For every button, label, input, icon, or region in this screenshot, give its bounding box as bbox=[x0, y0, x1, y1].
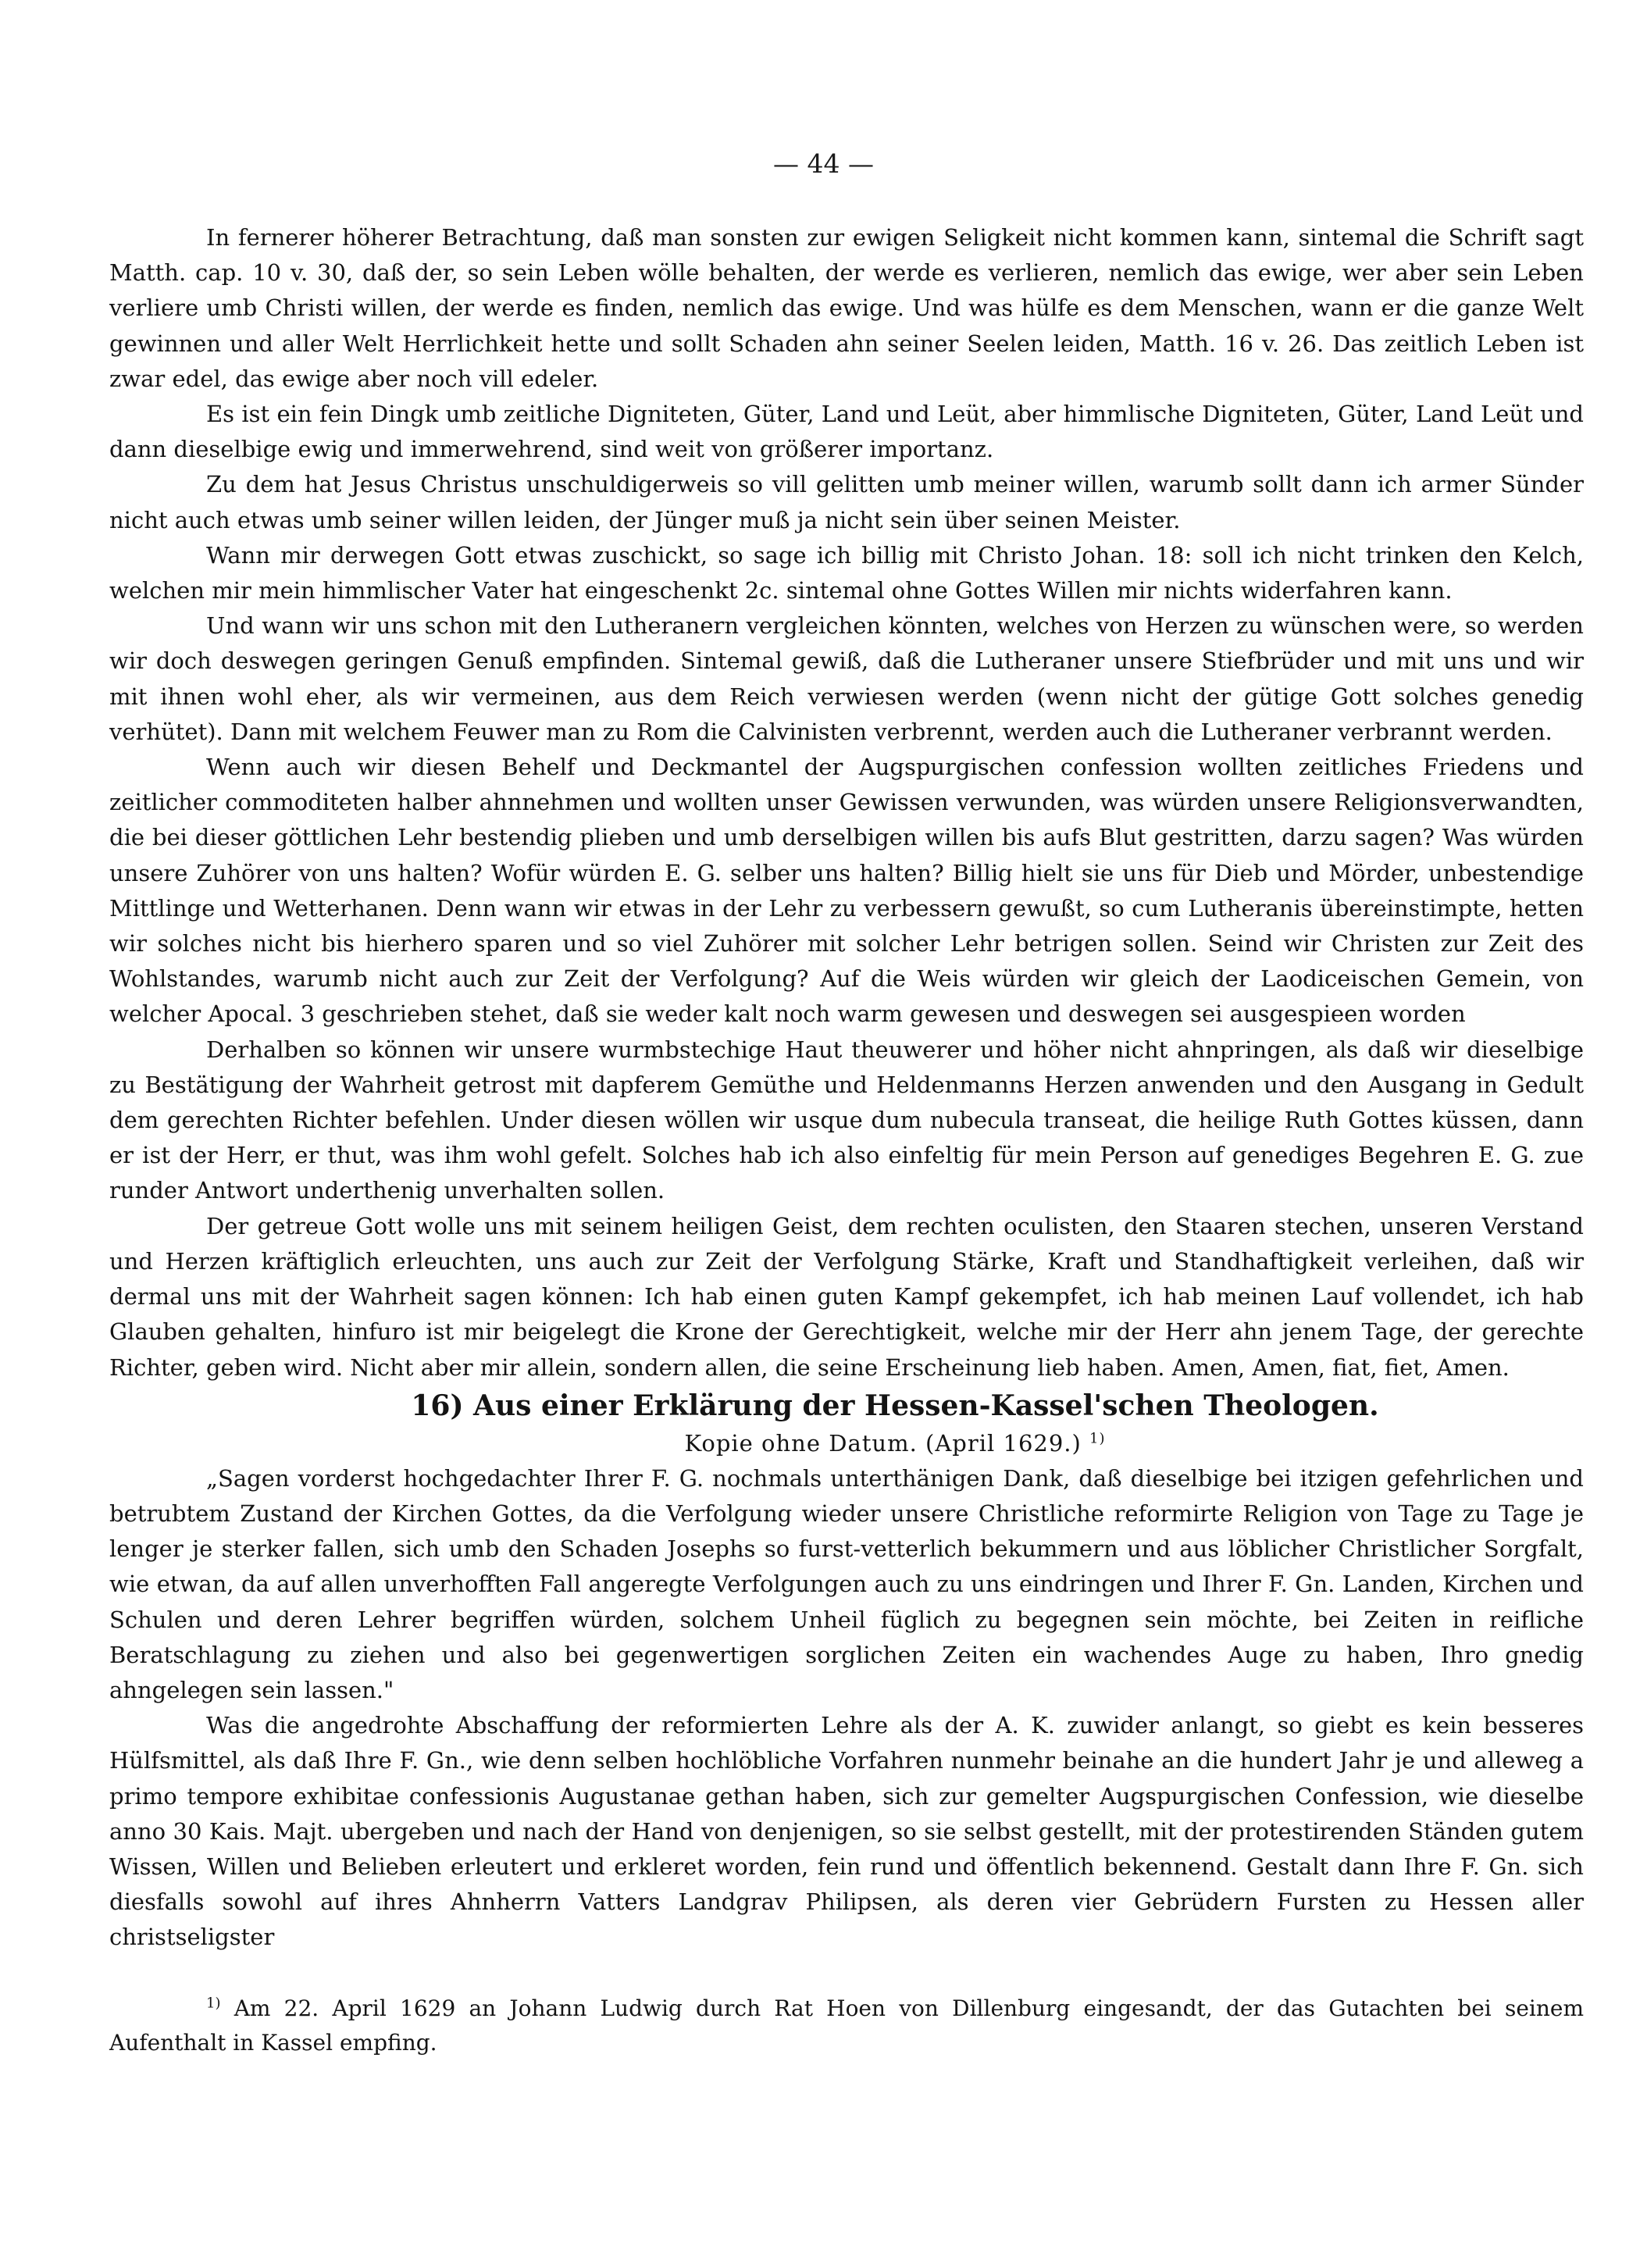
main-text bbox=[109, 220, 1584, 1956]
subheading-text: Kopie ohne Datum. (April 1629.) bbox=[684, 1429, 1082, 1457]
paragraph: Wann mir derwegen Gott etwas zuschickt, so sage ich billig mit Christo Johan. 18: soll ich nicht trinken den Kelch, welchen mir mein himmlischer Vater hat eingeschenkt 2c. sintemal ohne Gottes Willen mir nichts widerfahren kann. bbox=[109, 541, 1584, 604]
paragraph: Zu dem hat Jesus Christus unschuldigerweis so vill gelitten umb meiner willen, warumb sollt dann ich armer Sünder nicht auch etwas umb seiner willen leiden, der Jünger muß ja nicht sein über seinen Meister. bbox=[109, 471, 1584, 533]
section-heading: 16) Aus einer Erklärung der Hessen-Kassel'schen Theologen. bbox=[411, 1389, 1379, 1422]
page-number: — 44 — bbox=[773, 148, 874, 179]
footnote-reference: 1) bbox=[1089, 1430, 1106, 1447]
paragraph: Und wann wir uns schon mit den Lutheranern vergleichen könnten, welches von Herzen zu wünschen were, so werden wir doch deswegen geringen Genuß empfinden. Sintemal gewiß, daß die Lutheraner unsere Stiefbrüder und mit uns und wir mit ihnen wohl eher, als wir vermeinen, aus dem Reich verwiesen werden (wenn nicht der gütige Gott solches genedig verhütet). Dann mit welchem Feuwer man zu Rom die Calvinisten verbrennt, werden auch die Lutheraner verbrannt werden. bbox=[109, 612, 1584, 745]
paragraph: Wenn auch wir diesen Behelf und Deckmantel der Augspurgischen confession wollten zeitliches Friedens und zeitlicher commoditeten halber ahnnehmen und wollten unser Gewissen verwunden, was würden unsere Religionsverwandten, die bei dieser göttlichen Lehr bestendig plieben und umb derselbigen willen bis aufs Blut gestritten, darzu sagen? Was würden unsere Zuhörer von uns halten? Wofür würden E. G. selber uns halten? Billig hielt sie uns für Dieb und Mörder, unbestendige Mittlinge und Wetterhanen. Denn wann wir etwas in der Lehr zu verbessern gewußt, so cum Lutheranis übereinstimpte, hetten wir solches nicht bis hierhero sparen und so viel Zuhörer mit solcher Lehr betrigen sollen. Seind wir Christen zur Zeit des Wohlstandes, warumb nicht auch zur Zeit der Verfolgung? Auf die Weis würden wir gleich der Laodiceischen Gemein, von welcher Apocal. 3 geschrieben stehet, daß sie weder kalt noch warm gewesen und deswegen sei ausgespieen worden bbox=[109, 754, 1584, 1028]
paragraph: Derhalben so können wir unsere wurmbstechige Haut theuwerer und höher nicht ahnpringen, als daß wir dieselbige zu Bestätigung der Wahrheit getrost mit dapferem Gemüthe und Heldenmanns Herzen anwenden und den Ausgang in Gedult dem gerechten Richter befehlen. Under diesen wöllen wir usque dum nubecula transeat, die heilige Ruth Gottes küssen, dann er ist der Herr, er thut, was ihm wohl gefelt. Solches hab ich also einfeltig für mein Person auf genediges Begehren E. G. zue runder Antwort underthenig unverhalten sollen. bbox=[109, 1036, 1584, 1204]
paragraph: Es ist ein fein Dingk umb zeitliche Digniteten, Güter, Land und Leüt, aber himmlische Digniteten, Güter, Land Leüt und dann dieselbige ewig und immerwehrend, sind weit von größerer importanz. bbox=[109, 401, 1584, 463]
footnote-mark: 1) bbox=[206, 1995, 221, 2012]
paragraph: Was die angedrohte Abschaffung der reformierten Lehre als der A. K. zuwider anlangt, so giebt es kein besseres Hülfsmittel, als daß Ihre F. Gn., wie denn selben hochlöbliche Vorfahren nunmehr beinahe an die hundert Jahr je und alleweg a primo tempore exhibitae confessionis Augustanae gethan haben, sich zur gemelter Augspurgischen Confession, wie dieselbe anno 30 Kais. Majt. ubergeben und nach der Hand von denjenigen, so sie selbst gestellt, mit der protestirenden Ständen gutem Wissen, Willen und Belieben erleutert und erkleret worden, fein rund und öffentlich bekennend. Gestalt dann Ihre F. Gn. sich diesfalls sowohl auf ihres Ahnherrn Vatters Landgrav Philipsen, als deren vier Gebrüdern Fursten zu Hessen aller christseligster bbox=[109, 1712, 1584, 1951]
paragraph: Der getreue Gott wolle uns mit seinem heiligen Geist, dem rechten oculisten, den Staaren stechen, unseren Verstand und Herzen kräftiglich erleuchten, uns auch zur Zeit der Verfolgung Stärke, Kraft und Standhaftigkeit verleihen, daß wir dermal uns mit der Wahrheit sagen können: Ich hab einen guten Kampf gekempfet, ich hab meinen Lauf vollendet, ich hab Glauben gehalten, hinfuro ist mir beigelegt die Krone der Gerechtigkeit, welche mir der Herr ahn jenem Tage, der gerechte Richter, geben wird. Nicht aber mir allein, sondern allen, die seine Erscheinung lieb haben. Amen, Amen, fiat, fiet, Amen. bbox=[109, 1212, 1584, 1381]
section-subheading bbox=[109, 1426, 1584, 1461]
paragraph: In fernerer höherer Betrachtung, daß man sonsten zur ewigen Seligkeit nicht kommen kann, sintemal die Schrift sagt Matth. cap. 10 v. 30, daß der, so sein Leben wölle behalten, der werde es verlieren, nemlich das ewige, wer aber sein Leben verliere umb Christi willen, der werde es finden, nemlich das ewige. Und was hülfe es dem Menschen, wann er die ganze Welt gewinnen und aller Welt Herrlichkeit hette und sollt Schaden ahn seiner Seelen leiden, Matth. 16 v. 26. Das zeitlich Leben ist zwar edel, das ewige aber noch vill edeler. bbox=[109, 224, 1584, 392]
footnotes bbox=[109, 1992, 1584, 2060]
paragraph: „Sagen vorderst hochgedachter Ihrer F. G. nochmals unterthänigen Dank, daß dieselbige bei itzigen gefehrlichen und betrubtem Zustand der Kirchen Gottes, da die Verfolgung wieder unsere Christliche reformirte Religion von Tage zu Tage je lenger je sterker fallen, sich umb den Schaden Josephs so furst-vetterlich bekummern und aus löblicher Christlicher Sorgfalt, wie etwan, da auf allen unverhofften Fall angeregte Verfolgungen auch zu uns eindringen und Ihrer F. Gn. Landen, Kirchen und Schulen und deren Lehrer begriffen würden, solchem Unheil füglich zu begegnen sein möchte, bei Zeiten in reifliche Beratschlagung zu ziehen und also bei gegenwertigen sorglichen Zeiten ein wachendes Auge zu haben, Ihro gnedig ahngelegen sein lassen." bbox=[109, 1464, 1584, 1703]
footnote-text: Am 22. April 1629 an Johann Ludwig durch Rat Hoen von Dillenburg eingesandt, der das Gutachten bei seinem Aufenthalt in Kassel empfing. bbox=[109, 1995, 1584, 2056]
footnote bbox=[109, 1992, 1584, 2060]
